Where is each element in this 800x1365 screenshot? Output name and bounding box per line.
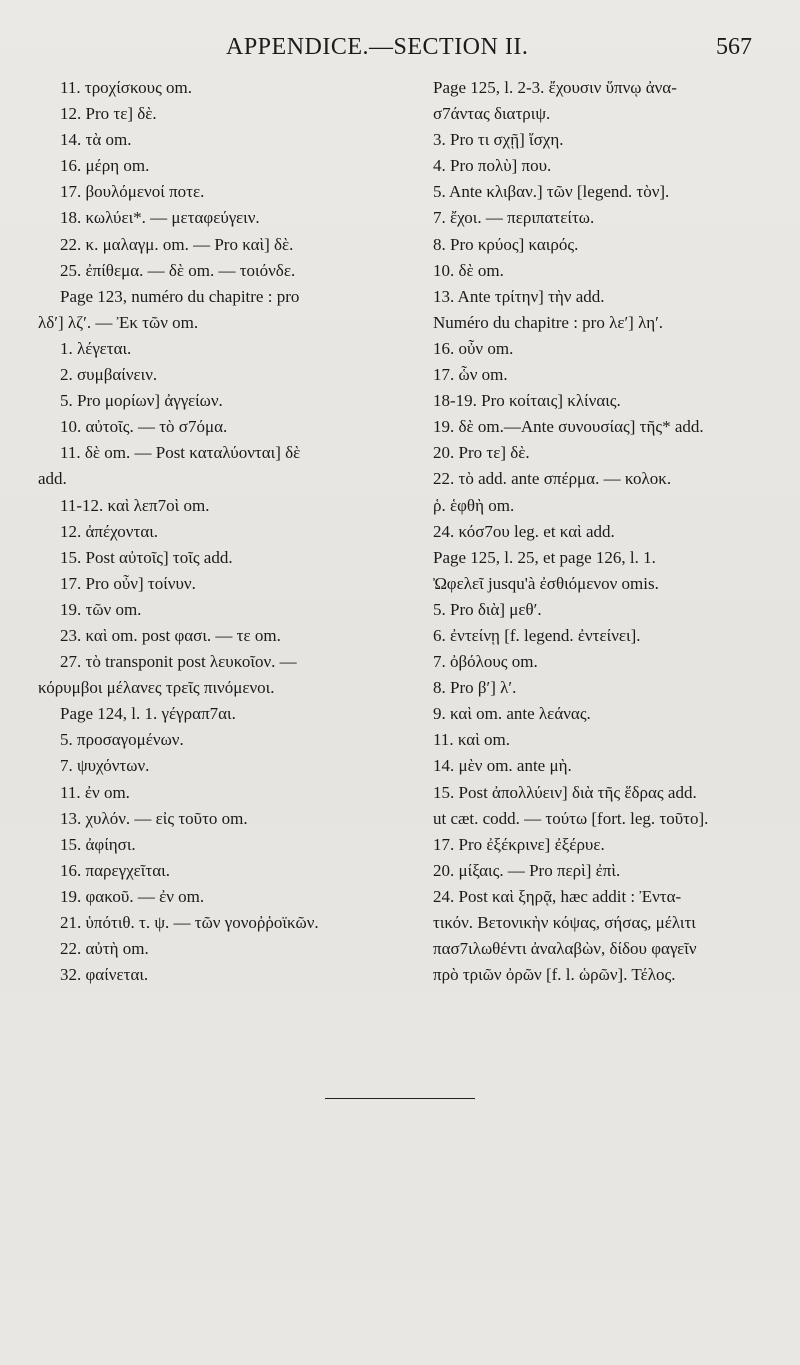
text-line: 11-12. καὶ λεπ7οὶ om. [60, 495, 210, 515]
text-line: 11. τροχίσκους om. [60, 78, 193, 97]
text-line: 15. ἀφίησι. [60, 834, 136, 854]
text-line: 20. Pro τε] δὲ. [433, 443, 530, 463]
right-column [433, 75, 773, 988]
text-line: 17. Pro ἐξέκρινε] ἐξέρυε. [433, 834, 605, 854]
text-line: 15. Post αὐτοῖς] τοῖς add. [60, 547, 233, 567]
text-line: λδ′] λζ′. — Ἐκ τῶν om. [38, 312, 199, 332]
text-line: κόρυμβοι μέλανες τρεῖς πινόμενοι. [38, 678, 275, 698]
text-line: 10. δὲ om. [433, 260, 504, 280]
text-line: 19. δὲ om.—Ante συνουσίας] τῆς* add. [433, 417, 704, 437]
text-line: 5. Ante κλιβαν.] τῶν [legend. τὸν]. [433, 182, 670, 202]
text-line: 8. Pro β′] λ′. [433, 678, 517, 698]
text-line: 17. ὧν om. [433, 365, 508, 385]
text-line: 5. Pro μορίων] ἀγγείων. [60, 391, 223, 411]
text-line: 2. συμβαίνειν. [60, 365, 158, 385]
text-line: 20. μίξαις. — Pro περὶ] ἐπὶ. [433, 860, 621, 880]
text-line: 7. ὀβόλους om. [433, 652, 538, 672]
text-line: 23. καὶ om. post φασι. — τε om. [60, 625, 281, 645]
text-line: 17. Pro οὖν] τοίνυν. [60, 573, 196, 593]
text-line: 18. κωλύει*. — μεταφεύγειν. [60, 208, 260, 228]
page-header [0, 34, 800, 64]
text-line: 5. Pro διὰ] μεθ′. [433, 599, 542, 619]
text-line: 24. κόσ7ου leg. et καὶ add. [433, 521, 615, 541]
text-line: 13. Ante τρίτην] τὴν add. [433, 286, 605, 306]
text-line: 7. ἔχοι. — περιπατείτω. [433, 208, 595, 228]
text-line: Page 124, l. 1. γέγραπ7αι. [60, 704, 236, 724]
text-line: 1. λέγεται. [60, 338, 132, 358]
text-line: τικόν. Βετονικὴν κόψας, σήσας, μέλιτι [433, 913, 696, 932]
text-line: 11. καὶ om. [433, 730, 510, 750]
text-line: 16. οὖν om. [433, 338, 514, 358]
text-line: 13. χυλόν. — εἰς τοῦτο om. [60, 808, 248, 828]
text-line: 22. αὐτὴ om. [60, 939, 149, 959]
text-line: 12. Pro τε] δὲ. [60, 104, 157, 124]
page-number: 567 [716, 34, 752, 60]
text-line: Page 125, l. 2-3. ἔχουσιν ὕπνῳ ἀνα- [433, 78, 677, 97]
running-title: APPENDICE.—SECTION II. [226, 34, 529, 60]
text-line: 4. Pro πολὺ] που. [433, 156, 552, 176]
text-line: 15. Post ἀπολλύειν] διὰ τῆς ἕδρας add. [433, 782, 697, 802]
text-line: 14. μὲν om. ante μὴ. [433, 756, 572, 776]
text-line: 18-19. Pro κοίταις] κλίναις. [433, 391, 621, 411]
text-line: 24. Post καὶ ξηρᾷ, hæc addit : Ἐντα- [433, 886, 682, 906]
text-line: 12. ἀπέχονται. [60, 521, 159, 541]
text-line: 22. τὸ add. ante σπέρμα. — κολοκ. [433, 469, 672, 489]
text-line: 9. καὶ om. ante λεάνας. [433, 704, 591, 724]
text-line: 7. ψυχόντων. [60, 756, 150, 776]
text-line: Page 125, l. 25, et page 126, l. 1. [433, 547, 656, 567]
text-line: 11. δὲ om. — Post καταλύονται] δὲ [60, 443, 301, 463]
text-line: Ὠφελεῖ jusqu'à ἐσθιόμενον omis. [433, 573, 659, 593]
text-line: 11. ἐν om. [60, 782, 130, 802]
text-line: 17. βουλόμενοί ποτε. [60, 182, 205, 202]
text-line: 6. ἐντείνῃ [f. legend. ἐντείνει]. [433, 625, 641, 645]
text-line: 16. παρεγχεῖται. [60, 860, 170, 880]
text-line: 16. μέρη om. [60, 156, 150, 176]
text-line: 27. τὸ transponit post λευκοῖον. — [60, 652, 297, 672]
text-line: 14. τὰ om. [60, 130, 132, 150]
left-column [38, 75, 394, 988]
text-line: 8. Pro κρύος] καιρός. [433, 234, 579, 254]
text-line: ut cæt. codd. — τούτω [fort. leg. τοῦτο]. [433, 808, 709, 828]
text-line: πασ7ιλωθέντι ἀναλαβὼν, δίδου φαγεῖν [433, 939, 697, 959]
footnote-rule [325, 1098, 475, 1099]
text-line: 32. φαίνεται. [60, 965, 149, 985]
text-line: πρὸ τριῶν ὀρῶν [f. l. ὡρῶν]. Τέλος. [433, 965, 676, 985]
text-line: 3. Pro τι σχῇ] ἴσχη. [433, 130, 564, 150]
text-line: 21. ὑπότιθ. τ. ψ. — τῶν γονοῤῥοϊκῶν. [60, 913, 319, 932]
text-line: Page 123, numéro du chapitre : pro [60, 286, 300, 306]
text-line: 19. τῶν om. [60, 599, 142, 619]
text-line: 25. ἐπίθεμα. — δὲ om. — τοιόνδε. [60, 260, 296, 280]
text-line: Numéro du chapitre : pro λε′] λη′. [433, 312, 664, 332]
text-line: add. [38, 469, 67, 489]
text-line: 5. προσαγομένων. [60, 730, 184, 750]
text-line: 19. φακοῦ. — ἐν om. [60, 886, 205, 906]
text-line: 10. αὐτοῖς. — τὸ σ7όμα. [60, 417, 228, 437]
text-line: σ7άντας διατριψ. [433, 104, 551, 124]
text-line: ῥ. ἑφθὴ om. [433, 495, 515, 515]
text-line: 22. κ. μαλαγμ. om. — Pro καὶ] δὲ. [60, 234, 294, 254]
